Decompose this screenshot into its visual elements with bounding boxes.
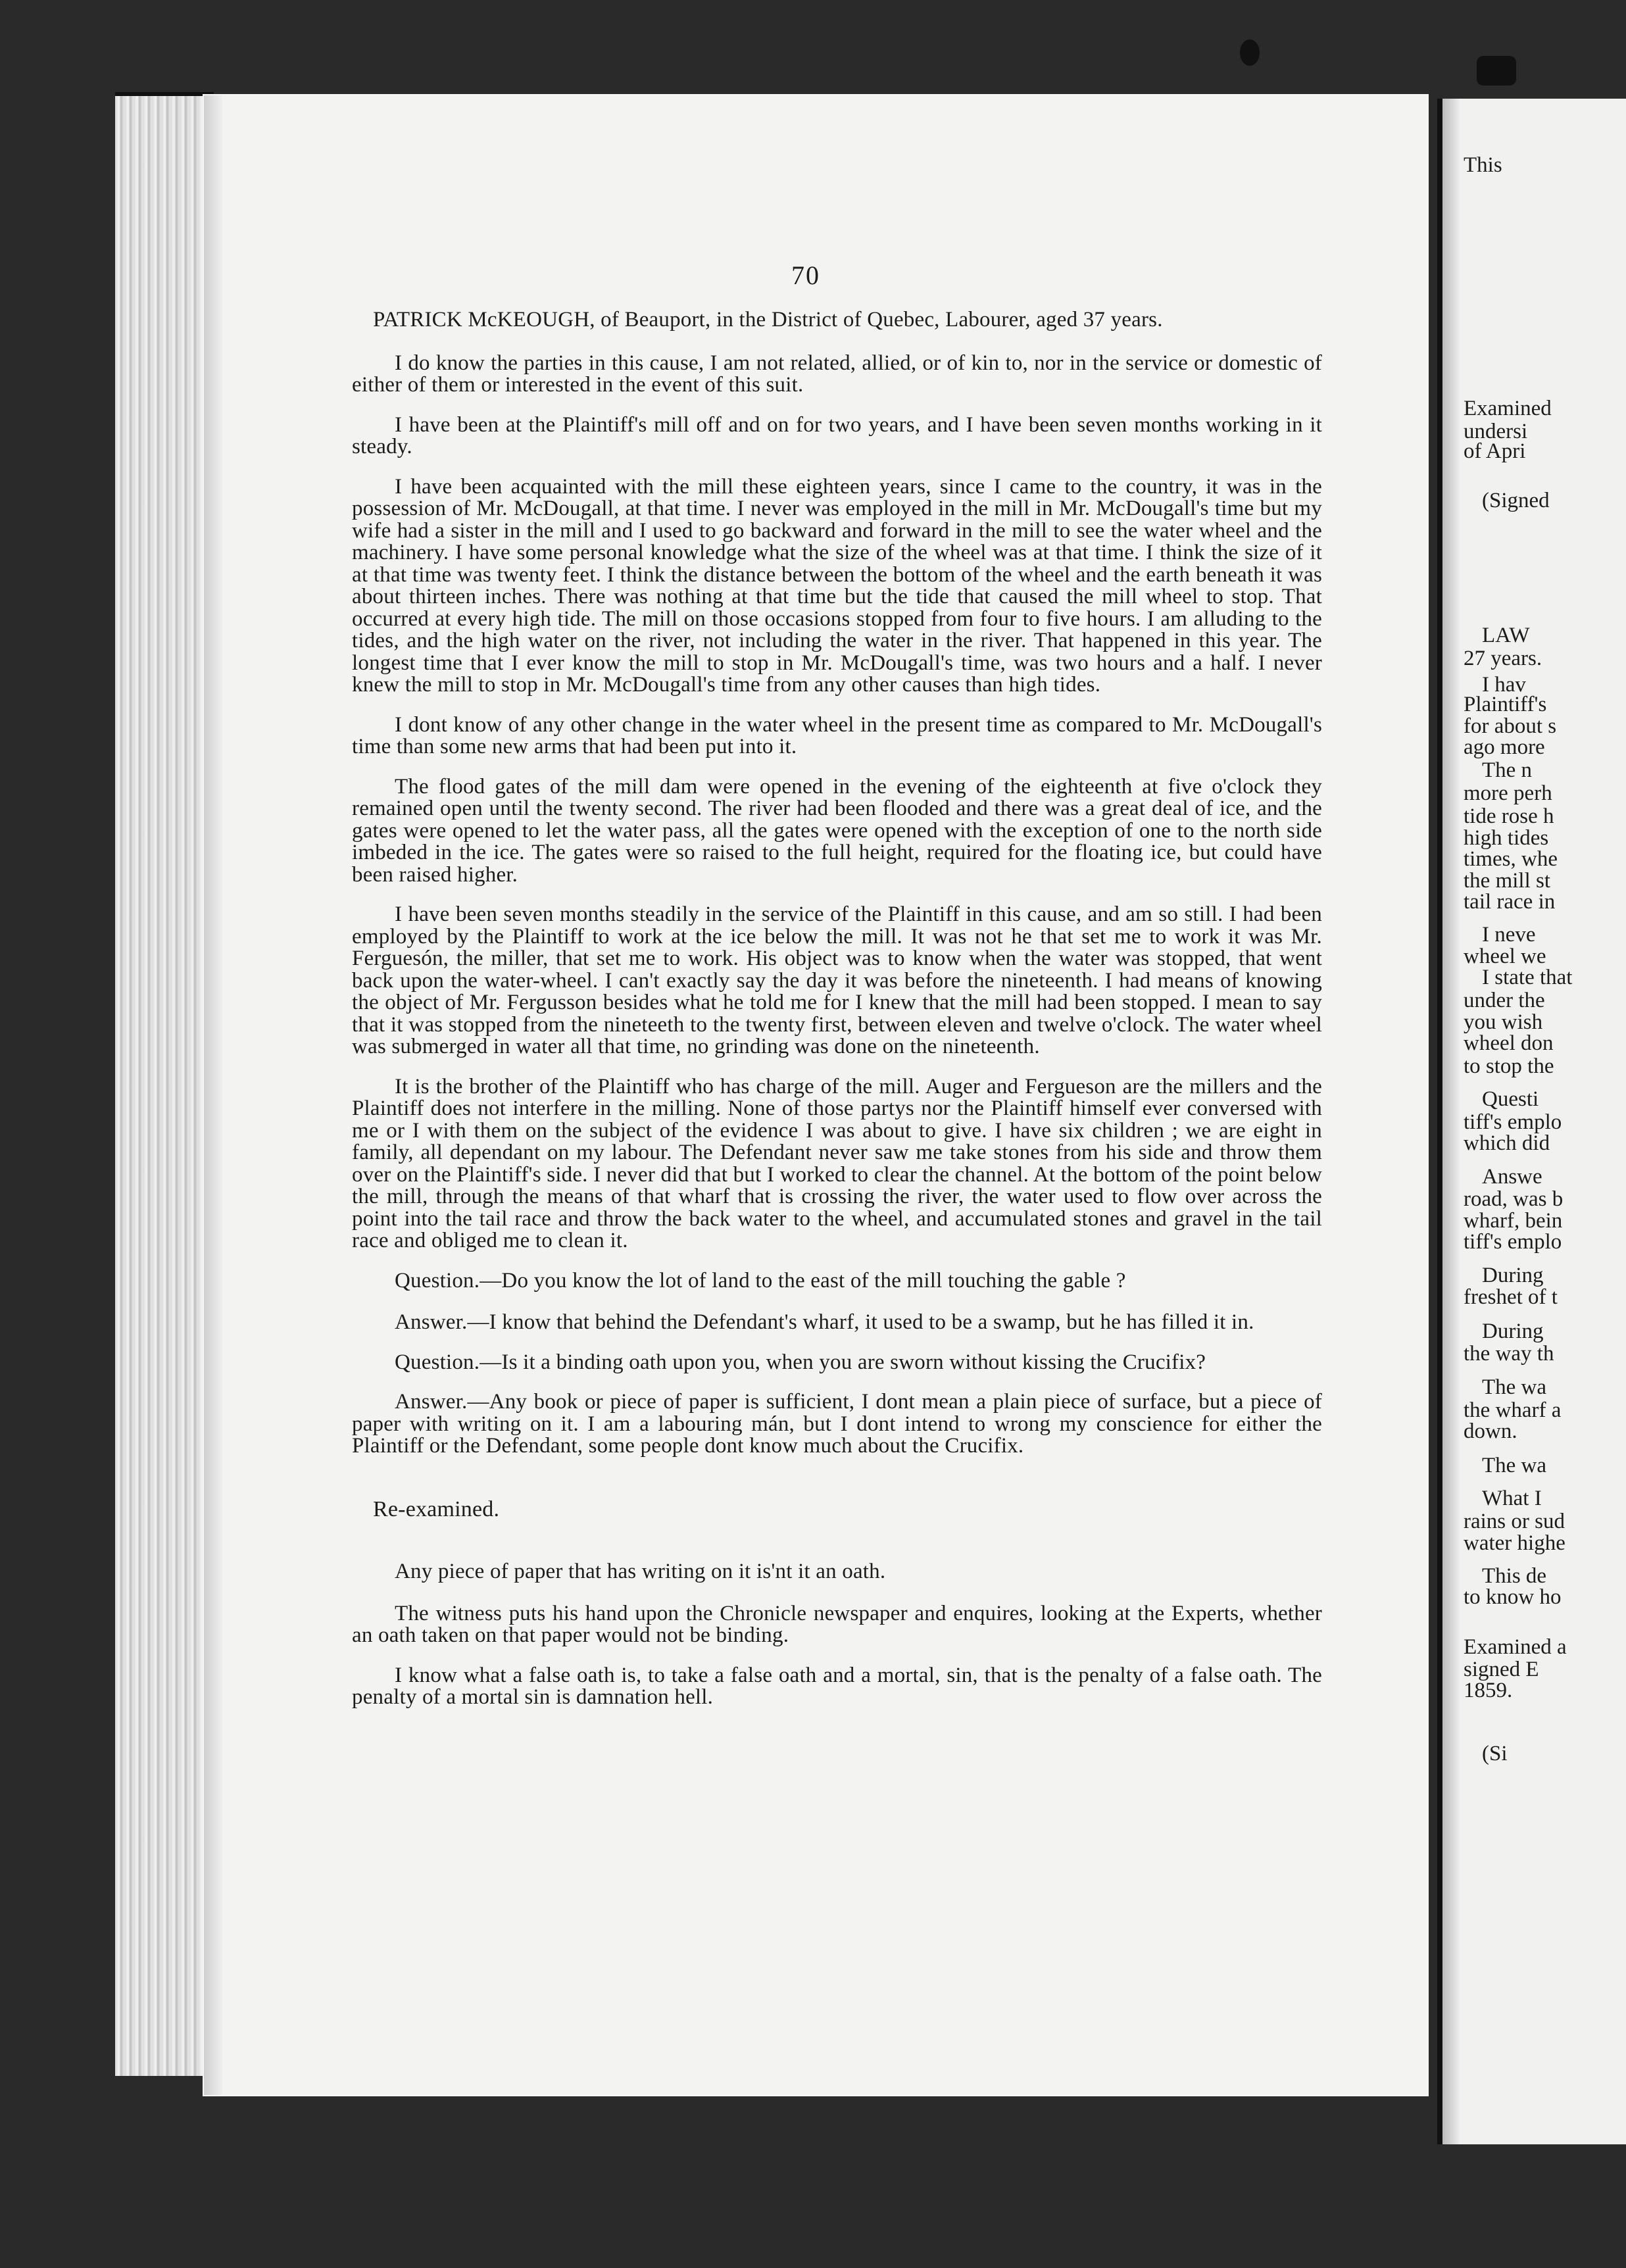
facing-page-line: which did: [1464, 1131, 1550, 1155]
facing-page-line: times, whe: [1464, 847, 1558, 871]
facing-page-line: more perh: [1464, 781, 1552, 805]
facing-page-line: During: [1482, 1264, 1544, 1287]
paragraph: It is the brother of the Plaintiff who has charge of the mill. Auger and Fergueson are the millers and the Plaintiff does not interfere in the milling. None of those partys nor the Plaintiff himself ever conversed with me or I with them on the subject of the evidence I was about to give. I have six children ; we are eight in family, all dependant on my labour. The Defendant never saw me take stones from his side and throw them over on the Plaintiff's side. I never did that but I worked to clear the channel. At the bottom of the point below the mill, through the means of that wharf that is crossing the river, the water used to flow over across the point into the tail race and throw the back water to the wheel, and accumulated stones and gravel in the tail race and obliged me to clean it.: [352, 1074, 1322, 1252]
facing-page-line: wheel don: [1464, 1031, 1554, 1055]
paragraph: I have been acquainted with the mill these eighteen years, since I came to the country, it was in the possession of Mr. McDougall, at that time. I never was employed in the mill in Mr. McDougall's time but my wife had a sister in the mill and I used to go backward and forward in the mill to see the water wheel and the machinery. I have some personal knowledge what the size of the wheel was at that time. I think the size of it at that time was twenty feet. I think the distance between the bottom of the wheel and the earth beneath it was about thirteen inches. There was nothing at that time but the tide that caused the mill wheel to stop. That occurred at every high tide. The mill on those occasions stopped from four to five hours. I am alluding to the tides, and the high water on the river, not including the water in the river. That happened in this year. The longest time that I ever know the mill to stop in Mr. McDougall's time, was two hours and a half. I never knew the mill to stop in Mr. McDougall's time from any other causes than high tides.: [352, 474, 1322, 697]
facing-page-line: the way th: [1464, 1342, 1554, 1366]
facing-page-line: under the: [1464, 989, 1545, 1012]
section-heading: Re-examined.: [373, 1496, 500, 1521]
paragraph: Answer.—Any book or piece of paper is sufficient, I dont mean a plain piece of surface, but a piece of paper with writing on it. I am a labouring mán, but I dont intend to wrong my conscience for either the Plaintiff or the Defendant, some people dont know much about the Crucifix.: [352, 1390, 1322, 1458]
facing-page-line: freshet of t: [1464, 1285, 1558, 1309]
paragraph: Question.—Is it a binding oath upon you, when you are sworn without kissing the Crucifix?: [395, 1350, 1206, 1374]
facing-page-line: rains or sud: [1464, 1510, 1565, 1533]
paragraph: I know what a false oath is, to take a false oath and a mortal, sin, that is the penalty of a false oath. The penalty of a mortal sin is damnation hell.: [352, 1663, 1322, 1709]
facing-page-line: What I: [1482, 1487, 1542, 1510]
facing-page-line: wharf, bein: [1464, 1209, 1563, 1233]
facing-page-line: LAW: [1482, 624, 1530, 647]
facing-page-line: wheel we: [1464, 945, 1546, 968]
facing-page-line: undersi: [1464, 420, 1528, 443]
facing-page-line: high tides: [1464, 826, 1549, 850]
facing-page-line: 27 years.: [1464, 647, 1542, 670]
paragraph: I dont know of any other change in the water wheel in the present time as compared to Mr. McDougall's time than some new arms that had been put into it.: [352, 712, 1322, 758]
paragraph: Any piece of paper that has writing on it is'nt it an oath.: [395, 1560, 886, 1583]
facing-page-line: Examined: [1464, 397, 1552, 420]
facing-page-line: road, was b: [1464, 1187, 1564, 1211]
facing-page-line: This: [1464, 153, 1502, 177]
paragraph: The flood gates of the mill dam were opened in the evening of the eighteenth at five o'clock they remained open until the twenty second. The river had been flooded and there was a great deal of ice, and the gates were opened to let the water pass, all the gates were opened with the exception of one to the north side imbeded in the ice. The gates were so raised to the full height, required for the floating ice, but could have been raised higher.: [352, 774, 1322, 887]
facing-page-line: tiff's emplo: [1464, 1110, 1562, 1134]
facing-page-line: to know ho: [1464, 1585, 1562, 1609]
facing-page-line: tail race in: [1464, 890, 1556, 914]
facing-page-line: of Apri: [1464, 439, 1526, 463]
facing-page-line: tide rose h: [1464, 804, 1554, 828]
facing-page-line: you wish: [1464, 1010, 1543, 1034]
facing-page-line: down.: [1464, 1419, 1517, 1443]
facing-page-line: ago more: [1464, 735, 1545, 759]
facing-page-line: Examined a: [1464, 1635, 1567, 1659]
facing-page-line: the mill st: [1464, 869, 1550, 893]
facing-page-line: Answe: [1482, 1165, 1542, 1189]
ink-blot: [1477, 56, 1516, 86]
facing-page-line: water highe: [1464, 1531, 1565, 1555]
paragraph: I do know the parties in this cause, I am not related, allied, or of kin to, nor in the service or domestic of either of them or interested in the event of this suit.: [352, 351, 1322, 397]
facing-page-line: I hav: [1482, 673, 1526, 697]
facing-page-line: During: [1482, 1319, 1544, 1343]
facing-page-line: This de: [1482, 1564, 1547, 1588]
book-page-edges: [115, 92, 214, 2076]
paragraph: Answer.—I know that behind the Defendant's wharf, it used to be a swamp, but he has filled it in.: [395, 1310, 1254, 1334]
facing-page-line: for about s: [1464, 714, 1557, 738]
facing-page-line: The wa: [1482, 1454, 1547, 1477]
facing-page-line: the wharf a: [1464, 1398, 1562, 1422]
paragraph: I have been seven months steadily in the service of the Plaintiff in this cause, and am so still. I had been employed by the Plaintiff to work at the ice below the mill. It was not he that set me to work it was Mr. Ferguesón, the miller, that set me to work. His object was to know when the water was stopped, that went back upon the water-wheel. I can't exactly say the day it was before the nineteenth. I had means of knowing the object of Mr. Fergusson besides what he told me for I knew that the mill had been stopped. I mean to say that it was stopped from the nineteeth to the twenty first, between eleven and twelve o'clock. The water wheel was submerged in water all that time, no grinding was done on the nineteenth.: [352, 902, 1322, 1058]
facing-page-line: Plaintiff's: [1464, 693, 1547, 716]
paragraph: PATRICK McKEOUGH, of Beauport, in the District of Quebec, Labourer, aged 37 years.: [373, 308, 1163, 332]
ink-blot: [1240, 39, 1260, 66]
paragraph: I have been at the Plaintiff's mill off and on for two years, and I have been seven months working in it steady.: [352, 412, 1322, 458]
facing-page-line: 1859.: [1464, 1679, 1513, 1702]
facing-page-line: signed E: [1464, 1658, 1539, 1681]
paragraph: The witness puts his hand upon the Chronicle newspaper and enquires, looking at the Experts, whether an oath taken on that paper would not be binding.: [352, 1601, 1322, 1647]
page-number: 70: [791, 260, 820, 290]
paragraph: Question.—Do you know the lot of land to the east of the mill touching the gable ?: [395, 1268, 1126, 1293]
facing-page-line: I neve: [1482, 923, 1536, 947]
facing-page: [1437, 99, 1626, 2144]
facing-page-line: I state that: [1482, 966, 1573, 989]
testimony-text: [352, 309, 1322, 1727]
facing-page-line: Questi: [1482, 1087, 1539, 1111]
facing-page-line: to stop the: [1464, 1054, 1554, 1078]
facing-page-line: (Signed: [1482, 489, 1550, 512]
facing-page-line: The wa: [1482, 1375, 1547, 1399]
facing-page-line: The n: [1482, 758, 1533, 782]
facing-page-line: (Si: [1482, 1742, 1508, 1765]
facing-page-line: tiff's emplo: [1464, 1230, 1562, 1254]
